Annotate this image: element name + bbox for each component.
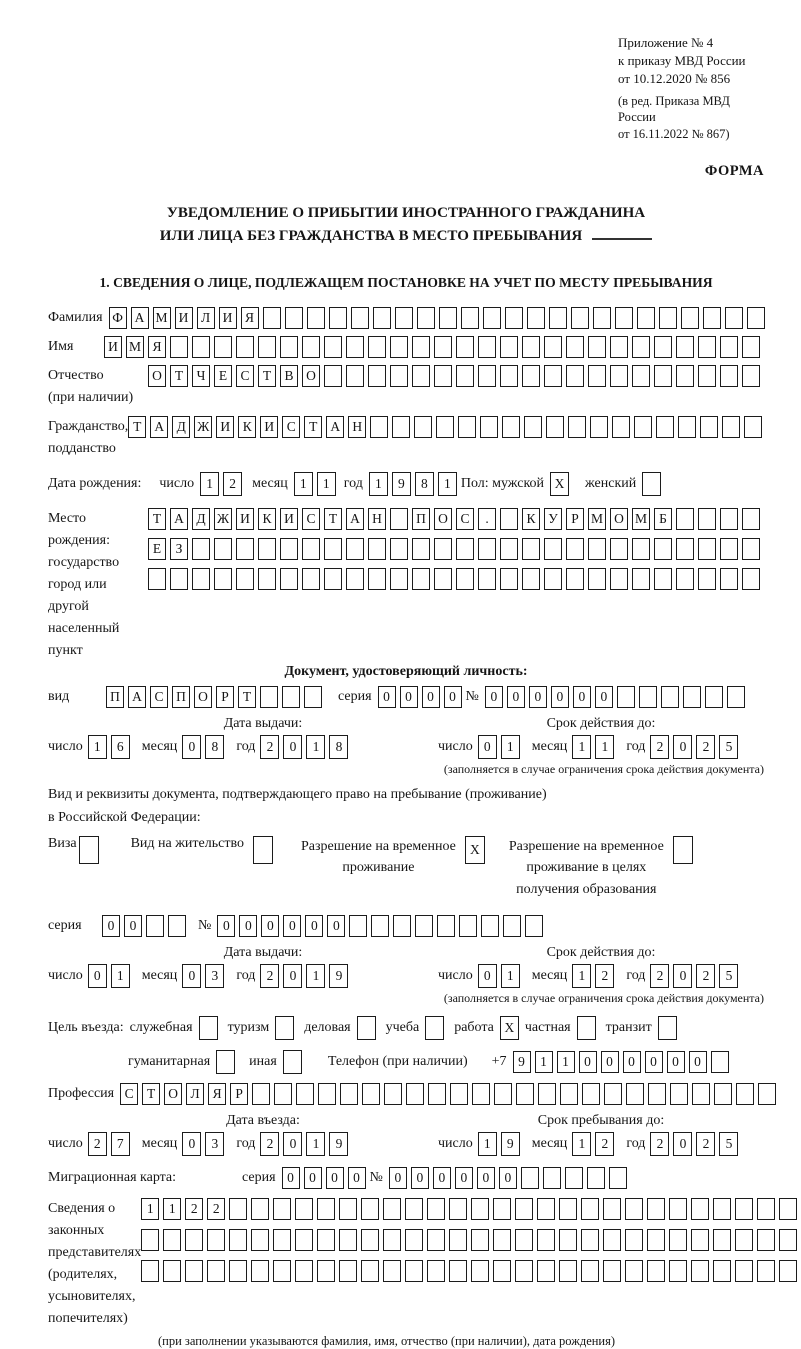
edu-residence-label-2: проживание в целях	[526, 860, 647, 876]
visa-option	[48, 836, 103, 864]
doc-dates-block	[48, 716, 764, 759]
purpose-humanitarian-checkbox[interactable]	[216, 1050, 239, 1074]
entry-purpose-row	[48, 1016, 764, 1040]
sex-female-label: женский	[585, 475, 637, 491]
visa-label: Виза	[48, 835, 77, 851]
doc-issue-year-label: год	[236, 738, 256, 754]
permit-issue-daterow	[48, 964, 438, 988]
migration-number-input[interactable]: 0 0 0 0 0 0	[389, 1167, 631, 1189]
entry-date-heading: Дата въезда:	[226, 1112, 300, 1128]
permit-series-row	[48, 915, 764, 937]
doc-valid-month-input[interactable]: 1 1	[572, 735, 618, 759]
temp-residence-option	[301, 836, 489, 879]
doc-valid-daterow	[438, 735, 764, 759]
doc-valid-month-label: месяц	[531, 738, 568, 754]
document-title	[48, 202, 764, 249]
residence-doc-line-1: Вид и реквизиты документа, подтверждающего право на пребывание (проживание)	[48, 786, 547, 802]
title-line-1: УВЕДОМЛЕНИЕ О ПРИБЫТИИ ИНОСТРАННОГО ГРАЖДАНИНА	[166, 205, 646, 222]
permit-issue-col	[48, 945, 438, 988]
patronymic-label	[48, 365, 148, 409]
birth-date-label: Дата рождения:	[48, 475, 142, 491]
purpose-other-label: иная	[249, 1053, 277, 1069]
permit-valid-year-input[interactable]: 2 0 2 5	[650, 964, 742, 988]
permit-valid-col	[438, 945, 764, 988]
temp-residence-label	[301, 836, 456, 879]
permit-issue-month-input[interactable]: 0 3	[182, 964, 228, 988]
doc-series-input[interactable]: 0 0 0 0	[378, 686, 466, 708]
citizenship-input[interactable]: Т А Д Ж И К И С Т А Н	[128, 416, 766, 438]
migration-card-row	[48, 1167, 764, 1189]
purpose-row-2	[128, 1050, 764, 1074]
entry-month-input[interactable]: 0 3	[182, 1132, 228, 1156]
birth-place-label-1: Место рождения:	[48, 510, 110, 548]
sex-male-label: Пол: мужской	[460, 475, 545, 491]
guardians-label-2: законных	[48, 1222, 105, 1238]
stay-daterow	[438, 1132, 764, 1156]
name-input[interactable]: И М Я	[104, 336, 764, 358]
purpose-work-label: работа	[454, 1019, 494, 1035]
permit-issue-day-input[interactable]: 0 1	[88, 964, 134, 988]
birth-month-label: месяц	[252, 475, 288, 491]
stay-until-col	[438, 1113, 764, 1156]
citizenship-label-1: Гражданство,	[48, 418, 129, 434]
stay-day-input[interactable]: 1 9	[478, 1132, 524, 1156]
profession-label: Профессия	[48, 1085, 115, 1101]
permit-issue-year-input[interactable]: 2 0 1 9	[260, 964, 352, 988]
entry-day-input[interactable]: 2 7	[88, 1132, 134, 1156]
purpose-business-label: деловая	[304, 1019, 351, 1035]
stay-day-label: число	[438, 1135, 473, 1151]
birth-year-input[interactable]: 1 9 8 1	[369, 472, 461, 496]
entry-daterow	[48, 1132, 438, 1156]
stay-year-label: год	[626, 1135, 646, 1151]
doc-valid-col	[438, 716, 764, 759]
sex-male-checkbox[interactable]: X	[550, 472, 573, 496]
birth-place-label-3: город или другой	[48, 576, 107, 614]
temp-residence-label-1: Разрешение на временное	[300, 838, 456, 854]
purpose-work-checkbox[interactable]: X	[500, 1016, 523, 1040]
birth-place-label	[48, 508, 148, 662]
citizenship-label-2: подданство	[48, 440, 116, 456]
edu-residence-label	[509, 836, 664, 901]
doc-issue-month-input[interactable]: 0 8	[182, 735, 228, 759]
entry-month-label: месяц	[141, 1135, 178, 1151]
permit-issue-heading: Дата выдачи:	[223, 944, 303, 960]
permit-series-input[interactable]: 0 0	[102, 915, 190, 937]
annex-line-2: к приказу МВД России	[618, 53, 746, 69]
migration-number-label: №	[369, 1169, 383, 1185]
doc-kind-input[interactable]: П А С П О Р Т	[106, 686, 326, 708]
phone-label: Телефон (при наличии)	[327, 1053, 468, 1069]
doc-number-input[interactable]: 0 0 0 0 0 0	[485, 686, 749, 708]
purpose-transit-checkbox[interactable]	[658, 1016, 681, 1040]
birth-place-row-2[interactable]: Е З	[148, 538, 764, 560]
edu-residence-label-3: получения образования	[516, 882, 657, 898]
guardians-row-2[interactable]	[141, 1229, 801, 1251]
doc-issue-col	[48, 716, 438, 759]
birth-place-inputs	[148, 508, 764, 590]
permit-valid-daterow	[438, 964, 764, 988]
purpose-private-label: частная	[524, 1019, 571, 1035]
doc-valid-heading: Срок действия до:	[546, 715, 656, 731]
purpose-label: Цель въезда:	[48, 1019, 124, 1035]
permit-valid-month-label: месяц	[531, 967, 568, 983]
birth-month-input[interactable]: 1 1	[294, 472, 340, 496]
permit-issue-day-label: число	[48, 967, 83, 983]
identity-doc-row	[48, 686, 764, 708]
birth-day-input[interactable]: 1 2	[200, 472, 246, 496]
permit-valid-year-label: год	[626, 967, 646, 983]
citizenship-row	[48, 416, 764, 460]
temp-residence-label-2: проживание	[342, 860, 415, 876]
guardians-label	[48, 1198, 141, 1330]
purpose-official-label: служебная	[129, 1019, 193, 1035]
annex-edition-note	[618, 93, 764, 144]
permit-number-input[interactable]: 0 0 0 0 0 0	[217, 915, 547, 937]
birth-place-block	[48, 508, 764, 662]
doc-issue-daterow	[48, 735, 438, 759]
doc-issue-month-label: месяц	[141, 738, 178, 754]
purpose-other-checkbox[interactable]	[283, 1050, 306, 1074]
birth-place-row-3[interactable]	[148, 568, 764, 590]
doc-number-label: №	[465, 688, 479, 704]
edu-residence-label-1: Разрешение на временное	[508, 838, 664, 854]
guardians-row-1[interactable]: 1 1 2 2	[141, 1198, 801, 1220]
guardians-label-5: усыновителях,	[48, 1288, 136, 1304]
edu-residence-checkbox[interactable]	[673, 836, 697, 864]
migration-series-input[interactable]: 0 0 0 0	[282, 1167, 370, 1189]
form-label: ФОРМА	[704, 163, 764, 180]
guardians-note: (при заполнении указываются фамилия, имя, отчество (при наличии), дата рождения)	[158, 1333, 616, 1348]
annex-line-3: от 10.12.2020 № 856	[618, 71, 731, 87]
sex-female-checkbox[interactable]	[642, 472, 665, 496]
patronymic-input[interactable]: О Т Ч Е С Т В О	[148, 365, 764, 387]
title-blank-line	[592, 238, 652, 240]
phone-prefix: +7	[491, 1053, 507, 1069]
doc-valid-note: (заполняется в случае ограничения срока действия документа)	[443, 761, 764, 776]
guardians-row-3[interactable]	[141, 1260, 801, 1282]
surname-input[interactable]: Ф А М И Л И Я	[109, 307, 769, 329]
birth-place-label-2: государство	[48, 554, 120, 570]
residence-doc-line-2: в Российской Федерации:	[48, 809, 201, 825]
stay-until-heading: Срок пребывания до:	[537, 1112, 665, 1128]
purpose-study-checkbox[interactable]	[425, 1016, 448, 1040]
guardians-label-6: попечителях)	[48, 1310, 128, 1326]
residence-permit-options	[48, 836, 764, 901]
surname-row	[48, 307, 764, 329]
stay-month-input[interactable]: 1 2	[572, 1132, 618, 1156]
doc-kind-label: вид	[48, 688, 70, 704]
identity-doc-heading: Документ, удостоверяющий личность:	[284, 663, 528, 679]
permit-valid-heading: Срок действия до:	[546, 944, 656, 960]
migration-series-label: серия	[242, 1169, 276, 1185]
entry-year-label: год	[236, 1135, 256, 1151]
birth-year-label: год	[343, 475, 363, 491]
stay-month-label: месяц	[531, 1135, 568, 1151]
entry-dates-block	[48, 1113, 764, 1156]
residence-permit-option	[131, 836, 277, 864]
annex-ed-line-1: (в ред. Приказа МВД России	[618, 93, 730, 125]
purpose-business-checkbox[interactable]	[357, 1016, 380, 1040]
doc-valid-day-label: число	[438, 738, 473, 754]
birth-place-row-1[interactable]: Т А Д Ж И К И С Т А Н П О С . К У Р М О М Б	[148, 508, 764, 530]
purpose-tourism-label: туризм	[227, 1019, 270, 1035]
purpose-transit-label: транзит	[605, 1019, 652, 1035]
annex-line-1: Приложение № 4	[618, 35, 714, 50]
annex-ed-line-2: от 16.11.2022 № 867)	[618, 127, 730, 142]
doc-issue-day-input[interactable]: 1 6	[88, 735, 134, 759]
purpose-official-checkbox[interactable]	[199, 1016, 222, 1040]
doc-issue-heading: Дата выдачи:	[223, 715, 303, 731]
guardians-inputs	[141, 1198, 801, 1282]
birth-date-row	[48, 472, 764, 496]
section-1-heading: 1. СВЕДЕНИЯ О ЛИЦЕ, ПОДЛЕЖАЩЕМ ПОСТАНОВКЕ НА УЧЕТ ПО МЕСТУ ПРЕБЫВАНИЯ	[99, 274, 713, 290]
permit-valid-month-input[interactable]: 1 2	[572, 964, 618, 988]
citizenship-label	[48, 416, 128, 460]
name-label: Имя	[48, 338, 74, 354]
migration-card-label: Миграционная карта:	[48, 1169, 177, 1185]
permit-series-label: серия	[48, 917, 82, 933]
annex-reference	[618, 34, 764, 143]
doc-issue-year-input[interactable]: 2 0 1 8	[260, 735, 352, 759]
visa-checkbox[interactable]	[79, 836, 103, 864]
entry-day-label: число	[48, 1135, 83, 1151]
doc-valid-year-input[interactable]: 2 0 2 5	[650, 735, 742, 759]
doc-series-label: серия	[338, 688, 372, 704]
purpose-humanitarian-label: гуманитарная	[128, 1053, 211, 1069]
residence-permit-checkbox[interactable]	[253, 836, 277, 864]
doc-valid-day-input[interactable]: 0 1	[478, 735, 524, 759]
permit-valid-day-label: число	[438, 967, 473, 983]
phone-input[interactable]: 9 1 1 0 0 0 0 0 0	[513, 1051, 733, 1073]
profession-input[interactable]: С Т О Л Я Р	[120, 1083, 780, 1105]
title-line-2-text: ИЛИ ЛИЦА БЕЗ ГРАЖДАНСТВА В МЕСТО ПРЕБЫВАНИЯ	[159, 228, 583, 245]
guardians-label-1: Сведения о	[48, 1200, 116, 1216]
doc-issue-day-label: число	[48, 738, 83, 754]
permit-number-label: №	[198, 917, 212, 933]
permit-issue-month-label: месяц	[141, 967, 178, 983]
permit-valid-note: (заполняется в случае ограничения срока действия документа)	[443, 990, 764, 1005]
patronymic-row	[48, 365, 764, 409]
profession-row	[48, 1083, 764, 1105]
permit-valid-day-input[interactable]: 0 1	[478, 964, 524, 988]
purpose-study-label: учеба	[385, 1019, 420, 1035]
entry-date-col	[48, 1113, 438, 1156]
guardians-block	[48, 1198, 764, 1330]
patronymic-label-1: Отчество	[48, 367, 104, 383]
edu-residence-option	[509, 836, 697, 901]
guardians-label-3: представителях	[48, 1244, 142, 1260]
name-row	[48, 336, 764, 358]
stay-year-input[interactable]: 2 0 2 5	[650, 1132, 742, 1156]
purpose-tourism-checkbox[interactable]	[275, 1016, 298, 1040]
permit-dates-block	[48, 945, 764, 988]
doc-valid-year-label: год	[626, 738, 646, 754]
entry-year-input[interactable]: 2 0 1 9	[260, 1132, 352, 1156]
surname-label: Фамилия	[48, 309, 103, 325]
patronymic-label-2: (при наличии)	[48, 389, 134, 405]
temp-residence-checkbox[interactable]: X	[465, 836, 489, 864]
birth-place-label-4: населенный пункт	[48, 620, 120, 658]
guardians-label-4: (родителях,	[48, 1266, 118, 1282]
permit-issue-year-label: год	[236, 967, 256, 983]
residence-permit-label: Вид на жительство	[130, 835, 244, 851]
birth-day-label: число	[159, 475, 195, 491]
title-line-2	[48, 225, 764, 248]
purpose-private-checkbox[interactable]	[577, 1016, 600, 1040]
